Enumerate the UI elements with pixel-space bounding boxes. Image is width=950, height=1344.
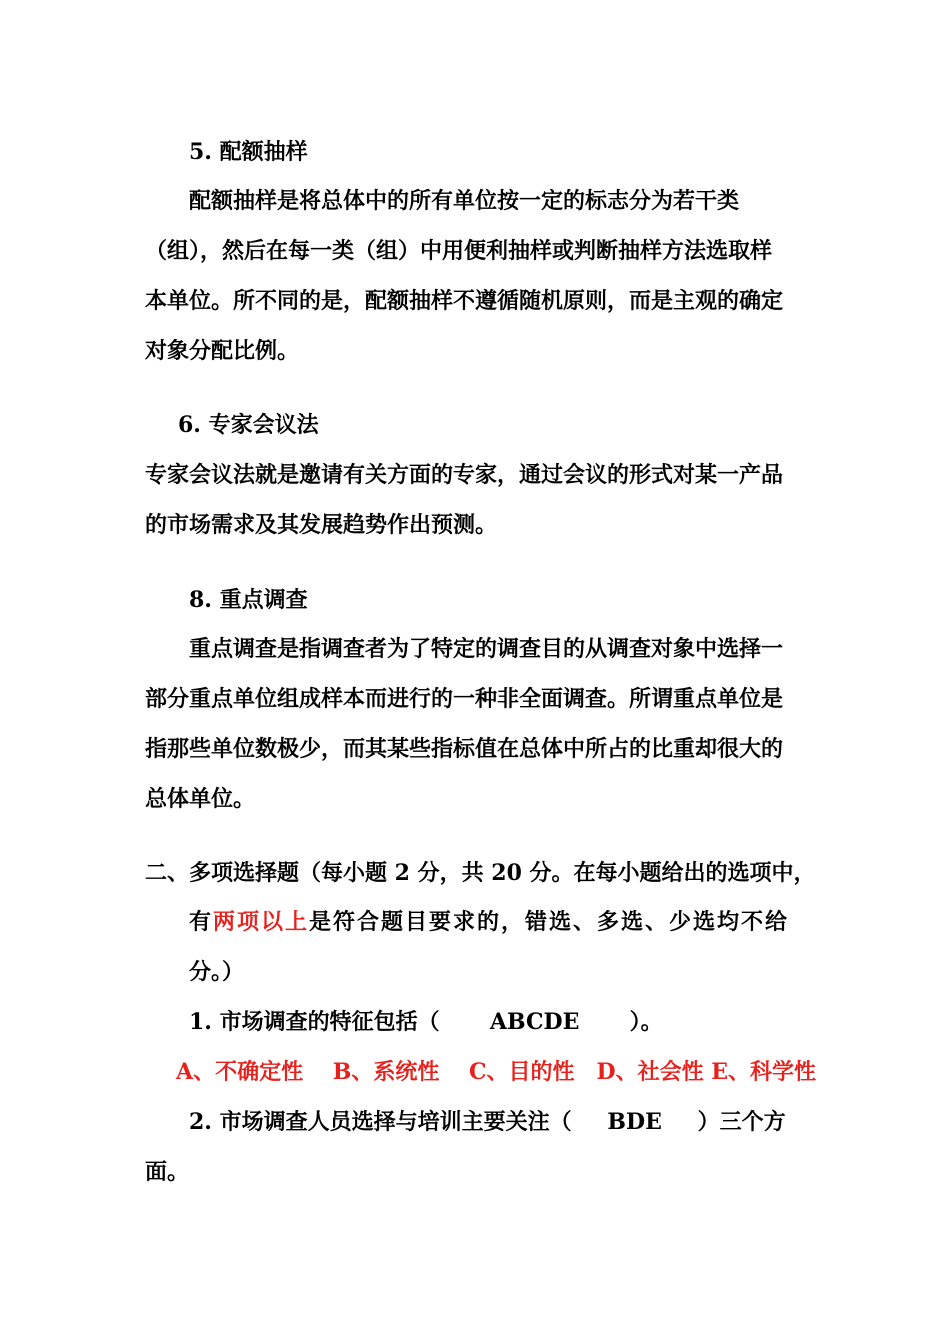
question-1-answer: ABCDE — [489, 1009, 580, 1035]
section-8-paragraph-line-2: 部分重点单位组成样本而进行的一种非全面调查。所谓重点单位是 — [145, 686, 784, 712]
part-2-title-line-3: 分。） — [189, 959, 245, 985]
part-2-title-line-2 — [189, 907, 789, 937]
section-8-heading: 8. 重点调查 — [189, 587, 308, 613]
question-2 — [189, 1107, 786, 1137]
part-2-title-line-1: 二、多项选择题（每小题 2 分，共 20 分。在每小题给出的选项中， — [145, 860, 816, 886]
section-5-paragraph-line-2: （组），然后在每一类（组）中用便利抽样或判断抽样方法选取样 — [145, 238, 773, 264]
section-8-paragraph-line-1: 重点调查是指调查者为了特定的调查目的从调查对象中选择一 — [189, 636, 784, 662]
section-5-paragraph-line-1: 配额抽样是将总体中的所有单位按一定的标志分为若干类 — [189, 188, 740, 214]
question-1 — [189, 1007, 663, 1037]
question-2-text-after: ）三个方 — [697, 1109, 786, 1135]
section-6-paragraph-line-1: 专家会议法就是邀请有关方面的专家，通过会议的形式对某一产品 — [145, 462, 784, 488]
section-5-heading: 5. 配额抽样 — [189, 139, 308, 165]
question-1-options: A、不确定性 B、系统性 C、目的性 D、社会性 E、科学性 — [176, 1059, 816, 1085]
section-8-paragraph-line-3: 指那些单位数极少，而其某些指标值在总体中所占的比重却很大的 — [145, 736, 784, 762]
question-2-text: 2. 市场调查人员选择与培训主要关注（ — [189, 1109, 572, 1135]
section-5-paragraph-line-4: 对象分配比例。 — [145, 338, 300, 364]
section-6-paragraph-line-2: 的市场需求及其发展趋势作出预测。 — [145, 512, 498, 538]
question-2-answer: BDE — [607, 1109, 662, 1135]
section-8-paragraph-line-4: 总体单位。 — [145, 786, 256, 812]
part-2-title-highlight: 两项以上 — [213, 909, 310, 935]
question-1-text-after: ）。 — [629, 1009, 663, 1035]
question-2-continuation: 面。 — [145, 1159, 190, 1185]
question-1-text: 1. 市场调查的特征包括（ — [189, 1009, 440, 1035]
part-2-title-prefix: 有 — [189, 909, 214, 935]
section-5-paragraph-line-3: 本单位。所不同的是，配额抽样不遵循随机原则，而是主观的确定 — [145, 288, 784, 314]
section-6-heading: 6. 专家会议法 — [178, 412, 319, 438]
part-2-title-suffix: 是符合题目要求的，错选、多选、少选均不给 — [309, 909, 790, 935]
